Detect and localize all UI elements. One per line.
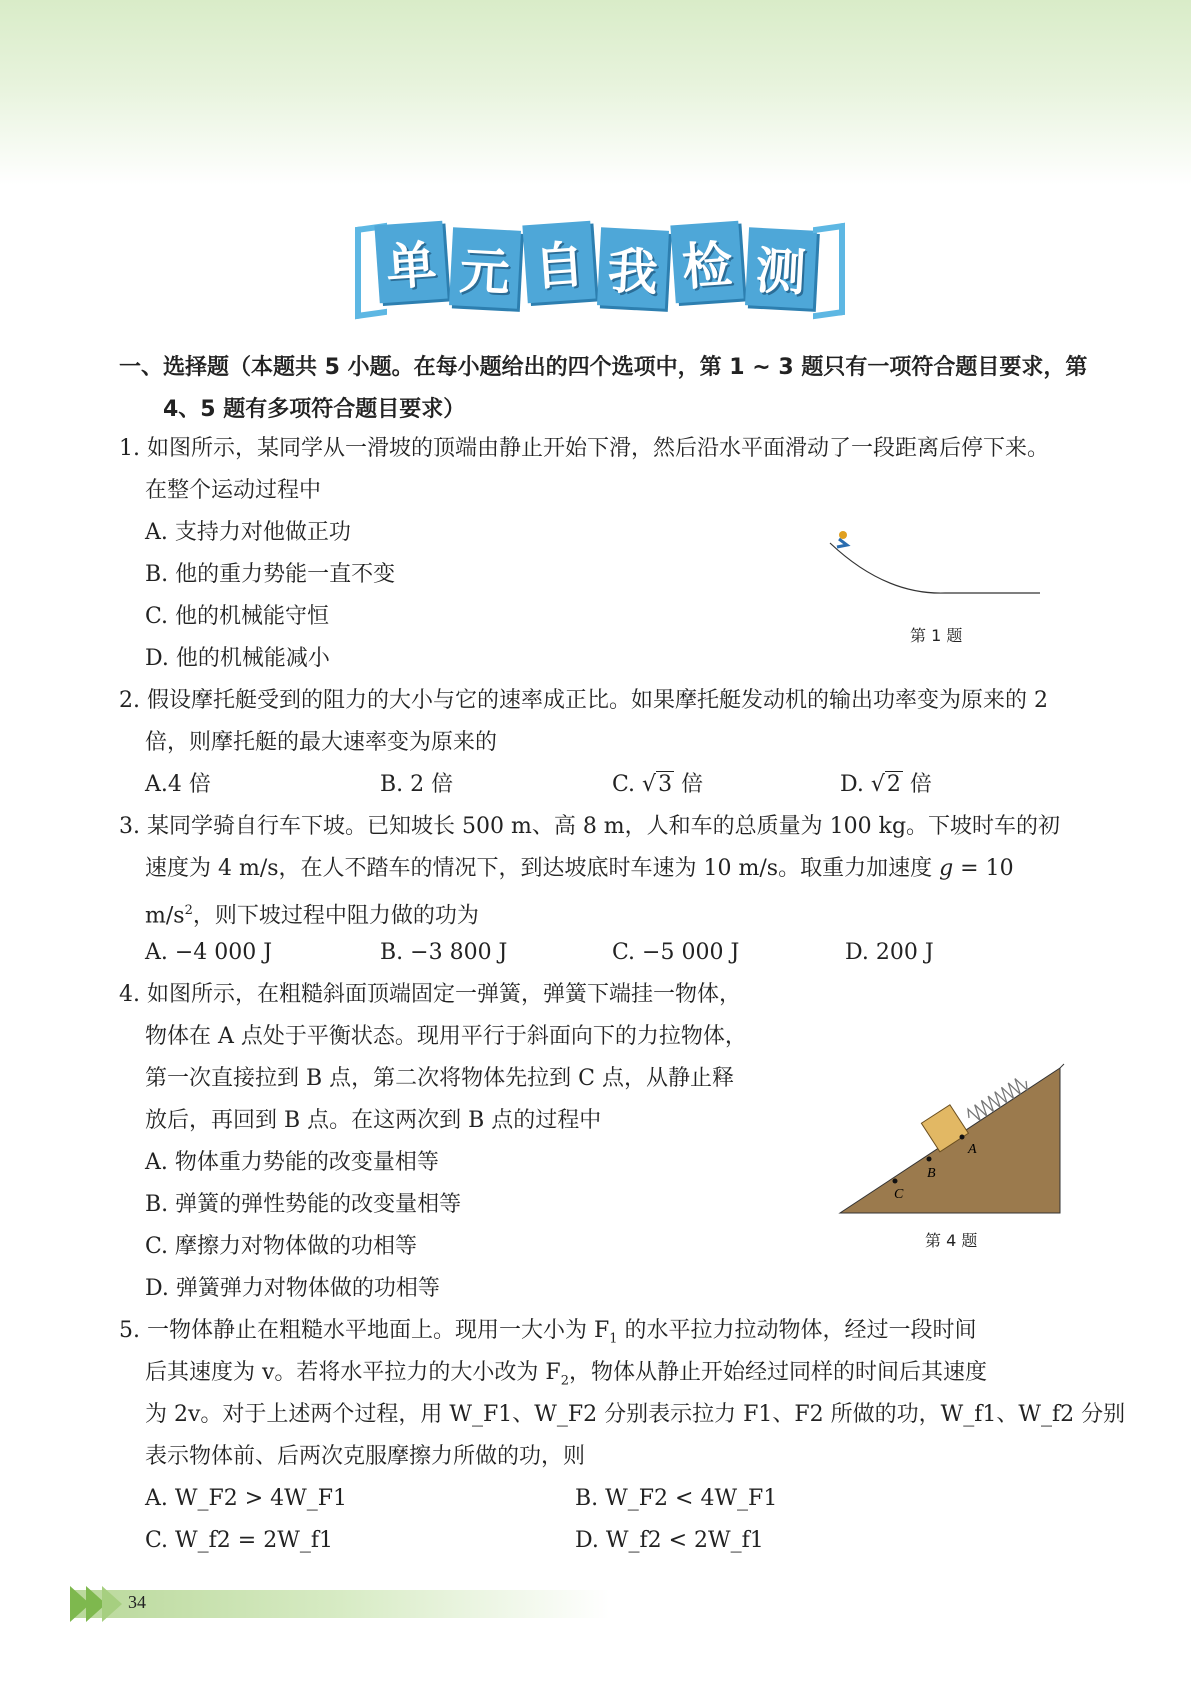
title-char-2: 元	[449, 227, 521, 308]
label-a: A	[968, 1142, 977, 1157]
incline-figure	[838, 1060, 1073, 1220]
q5-option-c: C. W_f2 = 2W_f1	[145, 1528, 333, 1553]
question-1	[119, 428, 1069, 512]
q2-option-c: C. √3 倍	[612, 772, 704, 797]
label-c: C	[894, 1187, 904, 1202]
q4-option-a: A. 物体重力势能的改变量相等	[145, 1150, 439, 1175]
sqrt-2: 2	[886, 772, 901, 797]
question-1-text: 1. 如图所示，某同学从一滑坡的顶端由静止开始下滑，然后沿水平面滑动了一段距离后停下来。在整个运动过程中	[119, 436, 1049, 503]
header-band	[0, 0, 1191, 185]
question-3-text: 3. 某同学骑自行车下坡。已知坡长 500 m、高 8 m，人和车的总质量为 100 kg。下坡时车的初速度为 4 m/s，在人不踏车的情况下，到达坡底时车速为 10 m/s。取重力加速度 g = 10 $m/s^2$，则下坡过程中阻力做的功为	[119, 814, 1061, 929]
question-2	[119, 680, 1069, 764]
incline-top	[1060, 1064, 1064, 1068]
q3-option-a: A. −4 000 J	[145, 940, 273, 965]
q4-line-4: 放后，再回到 B 点。在这两次到 B 点的过程中	[145, 1108, 602, 1133]
section-heading: 一、选择题（本题共 5 小题。在每小题给出的四个选项中，第 1 ~ 3 题只有一项符合题目要求，第 4、5 题有多项符合题目要求）	[119, 355, 1088, 422]
question-2-text: 2. 假设摩托艇受到的阻力的大小与它的速率成正比。如果摩托艇发动机的输出功率变为原来的 2 倍，则摩托艇的最大速率变为原来的	[119, 688, 1048, 755]
title-char-1: 单	[374, 221, 447, 304]
figure-1-caption: 第 1 题	[910, 626, 963, 645]
q3-option-b: B. −3 800 J	[380, 940, 508, 965]
question-3	[119, 806, 1069, 937]
title-char-3: 自	[522, 221, 595, 304]
figure-4-caption: 第 4 题	[925, 1231, 978, 1250]
q2-option-b: B. 2 倍	[380, 772, 454, 797]
sqrt-3: 3	[658, 772, 673, 797]
title-char-4: 我	[597, 227, 669, 308]
skier-icon	[839, 531, 847, 539]
q4-line-2: 物体在 A 点处于平衡状态。现用平行于斜面向下的力拉物体，	[145, 1024, 747, 1049]
q4-option-b: B. 弹簧的弹性势能的改变量相等	[145, 1192, 462, 1217]
footer-bar	[70, 1590, 610, 1618]
q3-option-c: C. −5 000 J	[612, 940, 740, 965]
page-number: 34	[128, 1592, 146, 1612]
q5-line-3: 为 2v。对于上述两个过程，用 W_F1、W_F2 分别表示拉力 F1、F2 所做的功，W_f1、W_f2 分别	[145, 1402, 1126, 1427]
q4-line-3: 第一次直接拉到 B 点，第二次将物体先拉到 C 点，从静止释	[145, 1066, 734, 1091]
q5-line-4: 表示物体前、后两次克服摩擦力所做的功，则	[145, 1444, 586, 1469]
footer-arrow-icon	[102, 1586, 122, 1622]
q3-option-d: D. 200 J	[845, 940, 934, 965]
point-b-dot	[927, 1157, 932, 1162]
q5-line-2: 后其速度为 v。若将水平拉力的大小改为 $F_2$，物体从静止开始经过同样的时间后其速度	[145, 1360, 987, 1389]
q1-option-b: B. 他的重力势能一直不变	[145, 562, 396, 587]
section-title-banner	[355, 215, 845, 315]
slope-curve	[830, 543, 1040, 593]
q5-line-1: 5. 一物体静止在粗糙水平地面上。现用一大小为 $F_1$ 的水平拉力拉动物体，经过一段时间	[119, 1318, 977, 1347]
slope-figure	[825, 525, 1045, 605]
q1-option-a: A. 支持力对他做正功	[145, 520, 351, 545]
q4-line-1: 4. 如图所示，在粗糙斜面顶端固定一弹簧，弹簧下端挂一物体，	[119, 982, 741, 1007]
point-c-dot	[893, 1179, 898, 1184]
title-char-6: 测	[745, 227, 817, 308]
skier-body-icon	[837, 539, 847, 547]
title-bracket-right	[813, 223, 845, 319]
q1-option-c: C. 他的机械能守恒	[145, 604, 330, 629]
q4-option-d: D. 弹簧弹力对物体做的功相等	[145, 1276, 440, 1301]
q2-option-a: A.4 倍	[145, 772, 211, 797]
q5-option-d: D. W_f2 < 2W_f1	[575, 1528, 764, 1553]
title-char-5: 检	[670, 221, 743, 304]
q4-option-c: C. 摩擦力对物体做的功相等	[145, 1234, 418, 1259]
label-b: B	[927, 1166, 936, 1181]
q2-option-d: D. √2 倍	[840, 772, 932, 797]
title-chars	[377, 223, 815, 307]
point-a-dot	[960, 1135, 965, 1140]
q1-option-d: D. 他的机械能减小	[145, 646, 330, 671]
q5-option-a: A. W_F2 > 4W_F1	[145, 1486, 348, 1511]
q5-option-b: B. W_F2 < 4W_F1	[575, 1486, 778, 1511]
